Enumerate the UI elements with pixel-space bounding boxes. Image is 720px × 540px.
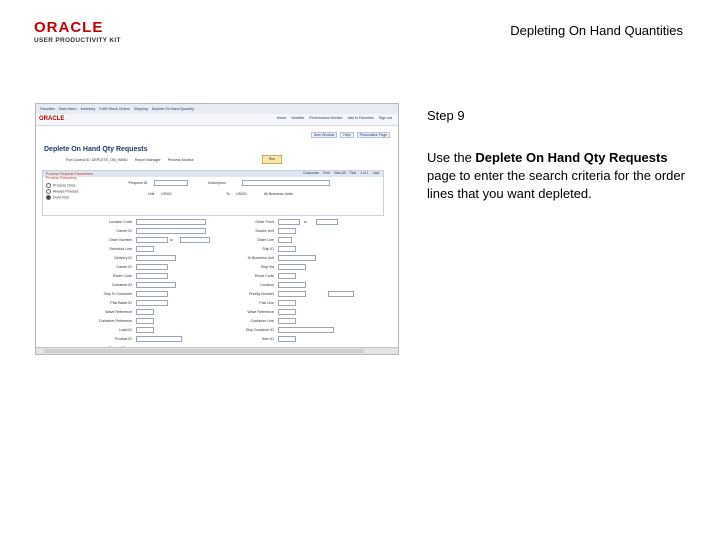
page-toolbar xyxy=(311,132,390,138)
group-header: Process Request Parameters xyxy=(43,171,383,177)
app-logo: ORACLE xyxy=(39,116,65,122)
customize-link[interactable]: Customize xyxy=(303,171,320,175)
nav-item[interactable]: Deplete On Hand Quantity xyxy=(151,107,194,111)
field-input[interactable] xyxy=(136,282,176,288)
radio-always-process[interactable]: Always Process xyxy=(46,189,78,194)
field-label: Ship Container ID xyxy=(245,328,274,332)
field-label: Container Line xyxy=(250,319,274,323)
link-home[interactable]: Home xyxy=(276,116,287,120)
all-business-units-checkbox[interactable]: All Business Units xyxy=(264,192,293,196)
field-label: Container Reference xyxy=(98,319,132,323)
field-input[interactable] xyxy=(136,273,168,279)
oracle-upk-logo xyxy=(34,20,124,44)
field-input[interactable] xyxy=(278,309,296,315)
field-label: Route Code xyxy=(112,274,132,278)
radio-dont-run[interactable]: Don't Run xyxy=(46,195,69,200)
field-label: Location xyxy=(260,283,274,287)
field-input[interactable] xyxy=(278,228,296,234)
logo-brand: ORACLE xyxy=(34,19,104,36)
row-count: 1 of 1 xyxy=(360,171,369,175)
field-input[interactable] xyxy=(136,318,154,324)
field-input[interactable] xyxy=(136,264,168,270)
field-input[interactable] xyxy=(278,336,296,342)
field-input[interactable] xyxy=(180,237,210,243)
view-all-link[interactable]: View All xyxy=(333,171,346,175)
application-screenshot xyxy=(35,103,399,355)
field-label: Schedule Line xyxy=(109,247,132,251)
field-label: Wave Reference xyxy=(247,310,274,314)
field-label: Ship To Customer xyxy=(103,292,132,296)
request-id-input[interactable] xyxy=(154,180,188,186)
to-label: to xyxy=(304,220,307,224)
field-label: Pick Batch ID xyxy=(110,301,132,305)
field-input[interactable] xyxy=(278,237,292,243)
step-label: Step 9 xyxy=(427,108,465,123)
link-worklist[interactable]: Worklist xyxy=(291,116,305,120)
field-label: To Business Unit xyxy=(247,256,274,260)
field-label: Order From xyxy=(255,220,274,224)
group-navigation xyxy=(303,171,379,175)
field-label: Pick Line xyxy=(259,301,274,305)
step-text-after: page to enter the search criteria for the order lines that you want depleted. xyxy=(427,168,685,201)
process-monitor-link[interactable]: Process Monitor xyxy=(167,158,194,162)
field-label: Carrier ID xyxy=(116,229,132,233)
field-label: Priority Number xyxy=(249,292,274,296)
to-unit-value: US001 xyxy=(236,192,247,196)
field-label: Carrier ID xyxy=(116,265,132,269)
run-control-id: Run Control ID: DEPLETE_ON_HAND xyxy=(66,158,128,162)
nav-item[interactable]: Favorites xyxy=(40,107,55,111)
new-window-link[interactable]: New Window xyxy=(311,132,337,138)
field-input[interactable] xyxy=(136,246,154,252)
field-input[interactable] xyxy=(136,291,168,297)
field-input[interactable] xyxy=(278,264,306,270)
run-button[interactable]: Run xyxy=(262,155,282,164)
nav-item[interactable]: Inventory xyxy=(80,107,96,111)
field-input[interactable] xyxy=(278,219,300,225)
top-links xyxy=(277,116,392,120)
field-input[interactable] xyxy=(136,228,206,234)
nav-item[interactable]: Main Menu xyxy=(58,107,77,111)
field-label: Load ID xyxy=(119,328,132,332)
first-link[interactable]: First xyxy=(349,171,357,175)
field-label: Order Line xyxy=(257,238,274,242)
description-label: Description xyxy=(208,181,226,185)
field-input[interactable] xyxy=(278,246,296,252)
field-input[interactable] xyxy=(278,273,296,279)
horizontal-scrollbar[interactable] xyxy=(36,347,398,354)
field-input[interactable] xyxy=(278,300,296,306)
find-link[interactable]: Find xyxy=(323,171,330,175)
field-input[interactable] xyxy=(278,327,334,333)
field-input[interactable] xyxy=(278,291,306,297)
report-manager-link[interactable]: Report Manager xyxy=(134,158,161,162)
field-input[interactable] xyxy=(136,255,176,261)
field-label: Order Number xyxy=(109,238,132,242)
field-label: Container ID xyxy=(111,283,132,287)
field-label: Delivery ID xyxy=(114,256,132,260)
process-frequency-label: Process Frequency xyxy=(46,176,77,180)
nav-item[interactable]: Shipping xyxy=(133,107,148,111)
page-heading: Deplete On Hand Qty Requests xyxy=(44,146,148,153)
to-label: to xyxy=(170,238,173,242)
parameters-group xyxy=(42,170,384,216)
field-label: Ship Via xyxy=(260,265,274,269)
field-input[interactable] xyxy=(136,237,168,243)
personalize-link[interactable]: Personalize Page xyxy=(357,132,390,138)
field-input[interactable] xyxy=(278,282,306,288)
nav-item[interactable]: Fulfill Stock Orders xyxy=(99,107,130,111)
field-label: Source Unit xyxy=(255,229,274,233)
field-label: Route Code xyxy=(254,274,274,278)
radio-process-once[interactable]: Process Once xyxy=(46,183,76,188)
slide-title: Depleting On Hand Quantities xyxy=(510,23,683,38)
field-input[interactable] xyxy=(136,219,206,225)
field-input[interactable] xyxy=(136,336,182,342)
link-sign-out[interactable]: Sign out xyxy=(378,116,392,120)
link-add-favorites[interactable]: Add to Favorites xyxy=(347,116,374,120)
step-text-before: Use the xyxy=(427,150,476,165)
help-link[interactable]: Help xyxy=(340,132,353,138)
field-label: Product ID xyxy=(115,337,132,341)
field-input[interactable] xyxy=(278,318,296,324)
to-unit-label: To xyxy=(226,192,230,196)
field-label: Ship ID xyxy=(262,247,274,251)
field-label: Wave Reference xyxy=(105,310,132,314)
field-input[interactable] xyxy=(136,327,154,333)
app-brand-bar xyxy=(36,114,398,126)
field-label: Location Code xyxy=(108,220,132,224)
logo-tagline: USER PRODUCTIVITY KIT xyxy=(34,37,121,44)
last-link[interactable]: Last xyxy=(372,171,379,175)
field-input[interactable] xyxy=(328,291,354,297)
scrollbar-thumb[interactable] xyxy=(44,349,364,353)
link-performance-monitor[interactable]: Performance Monitor xyxy=(309,116,343,120)
field-input[interactable] xyxy=(136,300,168,306)
field-input[interactable] xyxy=(278,255,316,261)
step-text-bold: Deplete On Hand Qty Requests xyxy=(475,150,668,165)
unit-label: Unit xyxy=(148,192,155,196)
field-input[interactable] xyxy=(316,219,338,225)
request-id-label: *Request ID xyxy=(128,181,148,185)
field-label: Item ID xyxy=(262,337,274,341)
unit-value: US001 xyxy=(161,192,172,196)
run-control-context xyxy=(66,158,200,162)
description-input[interactable] xyxy=(242,180,330,186)
step-description xyxy=(427,149,687,203)
field-input[interactable] xyxy=(136,309,154,315)
